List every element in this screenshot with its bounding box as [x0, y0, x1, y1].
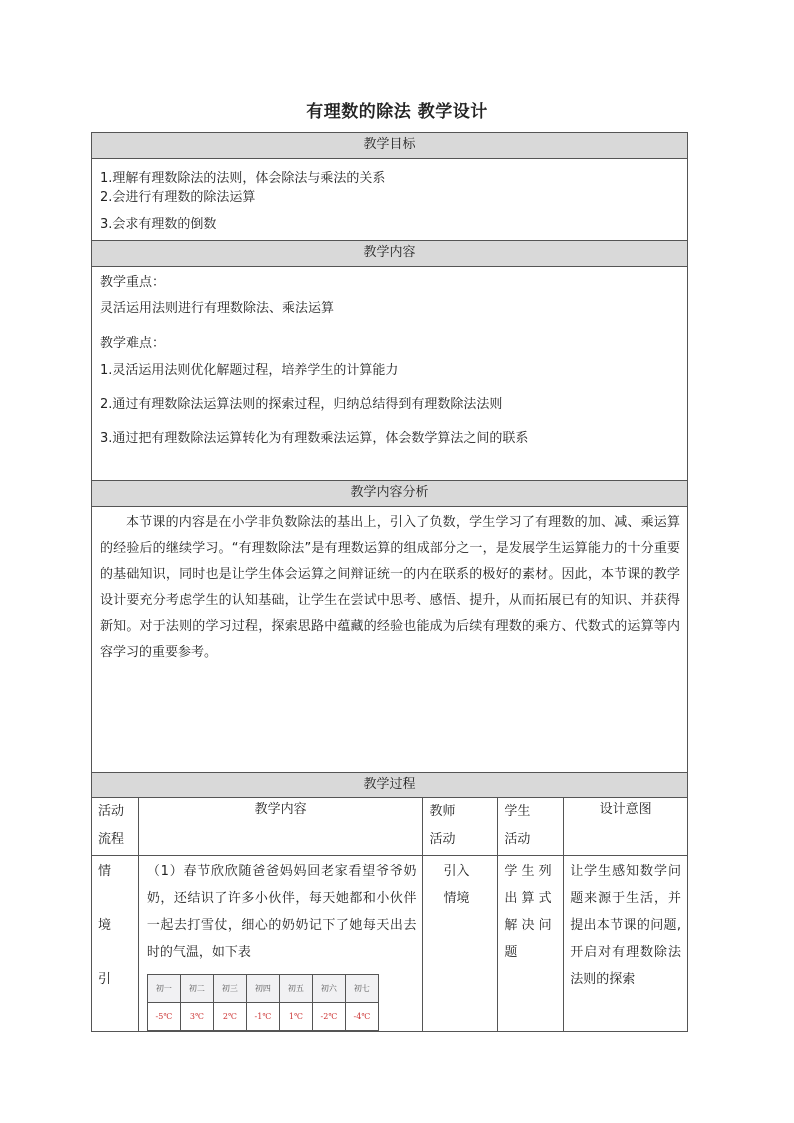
temp-day: 初六 [312, 975, 345, 1003]
process-heading: 教学过程 [91, 772, 688, 798]
temp-value: -4℃ [345, 1003, 378, 1031]
col-activity-header [92, 798, 139, 856]
temp-day: 初三 [213, 975, 246, 1003]
goals-body [91, 159, 688, 240]
temp-day: 初五 [279, 975, 312, 1003]
col-teacher-header [423, 798, 498, 856]
content-heading: 教学内容 [91, 240, 688, 267]
temp-day: 初一 [147, 975, 180, 1003]
goals-heading: 教学目标 [91, 132, 688, 159]
difficulty-item: 2.通过有理数除法运算法则的探索过程，归纳总结得到有理数除法法则 [100, 397, 503, 412]
temp-value: 2℃ [213, 1003, 246, 1031]
col-teacher-line: 活动 [429, 832, 456, 847]
col-activity-line: 流程 [98, 832, 125, 847]
row-student [498, 856, 564, 1032]
content-section [91, 240, 688, 480]
student-line: 出 算 式 [504, 891, 552, 906]
temp-day: 初二 [180, 975, 213, 1003]
difficulty-item: 3.通过把有理数除法运算转化为有理数乘法运算，体会数学算法之间的联系 [100, 431, 529, 446]
activity-char: 引 [98, 972, 112, 987]
row-content-text: （1）春节欣欣随爸爸妈妈回老家看望爷爷奶奶，还结识了许多小伙伴，每天她都和小伙伴一起去打雪仗，细心的奶奶记下了她每天出去时的气温，如下表 [146, 864, 417, 960]
teacher-line: 引入 [443, 864, 470, 879]
process-section [91, 772, 688, 798]
process-table [91, 797, 688, 1032]
analysis-body [91, 507, 688, 772]
student-line: 题 [504, 945, 518, 960]
col-teacher-line: 教师 [429, 804, 456, 819]
row-teacher [423, 856, 498, 1032]
goal-item: 3.会求有理数的倒数 [100, 217, 217, 232]
col-student-header [498, 798, 564, 856]
analysis-text: 本节课的内容是在小学非负数除法的基出上，引入了负数，学生学习了有理数的加、减、乘运算的经验后的继续学习。“有理数除法”是有理数运算的组成部分之一，是发展学生运算能力的十分重要的基础知识，同时也是让学生体会运算之间辩证统一的内在联系的极好的素材。因此，本节课的教学设计要充分考虑学生的认知基础，让学生在尝试中思考、感悟、提升，从而拓展已有的知识、并获得新知。对于法则的学习过程，探索思路中蕴藏的经验也能成为后续有理数的乘方、代数式的运算等内容学习的重要参考。 [100, 515, 680, 660]
col-content-header: 教学内容 [138, 798, 423, 856]
row-intent: 让学生感知数学问题来源于生活，并提出本节课的问题,开启对有理数除法法则的探索 [564, 856, 688, 1032]
temp-day: 初七 [345, 975, 378, 1003]
process-row-situation [92, 856, 688, 1032]
temp-value: 3℃ [180, 1003, 213, 1031]
temperature-table [147, 974, 379, 1031]
temp-value: -5℃ [147, 1003, 180, 1031]
key-point-label: 教学重点： [100, 275, 166, 290]
key-point-text: 灵活运用法则进行有理数除法、乘法运算 [100, 301, 335, 316]
analysis-heading: 教学内容分析 [91, 480, 688, 507]
activity-char: 情 [98, 864, 112, 879]
col-intent-header: 设计意图 [564, 798, 688, 856]
difficulty-label: 教学难点： [100, 336, 166, 351]
row-activity [92, 856, 139, 1032]
process-header-row [92, 798, 688, 856]
activity-char: 境 [98, 918, 112, 933]
temp-value: -2℃ [312, 1003, 345, 1031]
student-line: 解 决 问 [504, 918, 552, 933]
page-title: 有理数的除法 教学设计 [306, 102, 488, 122]
temp-value: -1℃ [246, 1003, 279, 1031]
temp-value: 1℃ [279, 1003, 312, 1031]
col-activity-line: 活动 [98, 804, 125, 819]
goals-section [91, 132, 688, 240]
col-student-line: 活动 [504, 832, 531, 847]
col-student-line: 学生 [504, 804, 531, 819]
student-line: 学 生 列 [504, 864, 552, 879]
row-content [138, 856, 423, 1032]
content-body [91, 267, 688, 480]
difficulty-item: 1.灵活运用法则优化解题过程，培养学生的计算能力 [100, 363, 399, 378]
teacher-line: 情境 [443, 891, 470, 906]
analysis-section [91, 480, 688, 772]
temp-day: 初四 [246, 975, 279, 1003]
goal-item: 2.会进行有理数的除法运算 [100, 190, 256, 205]
goal-item: 1.理解有理数除法的法则，体会除法与乘法的关系 [100, 171, 386, 186]
